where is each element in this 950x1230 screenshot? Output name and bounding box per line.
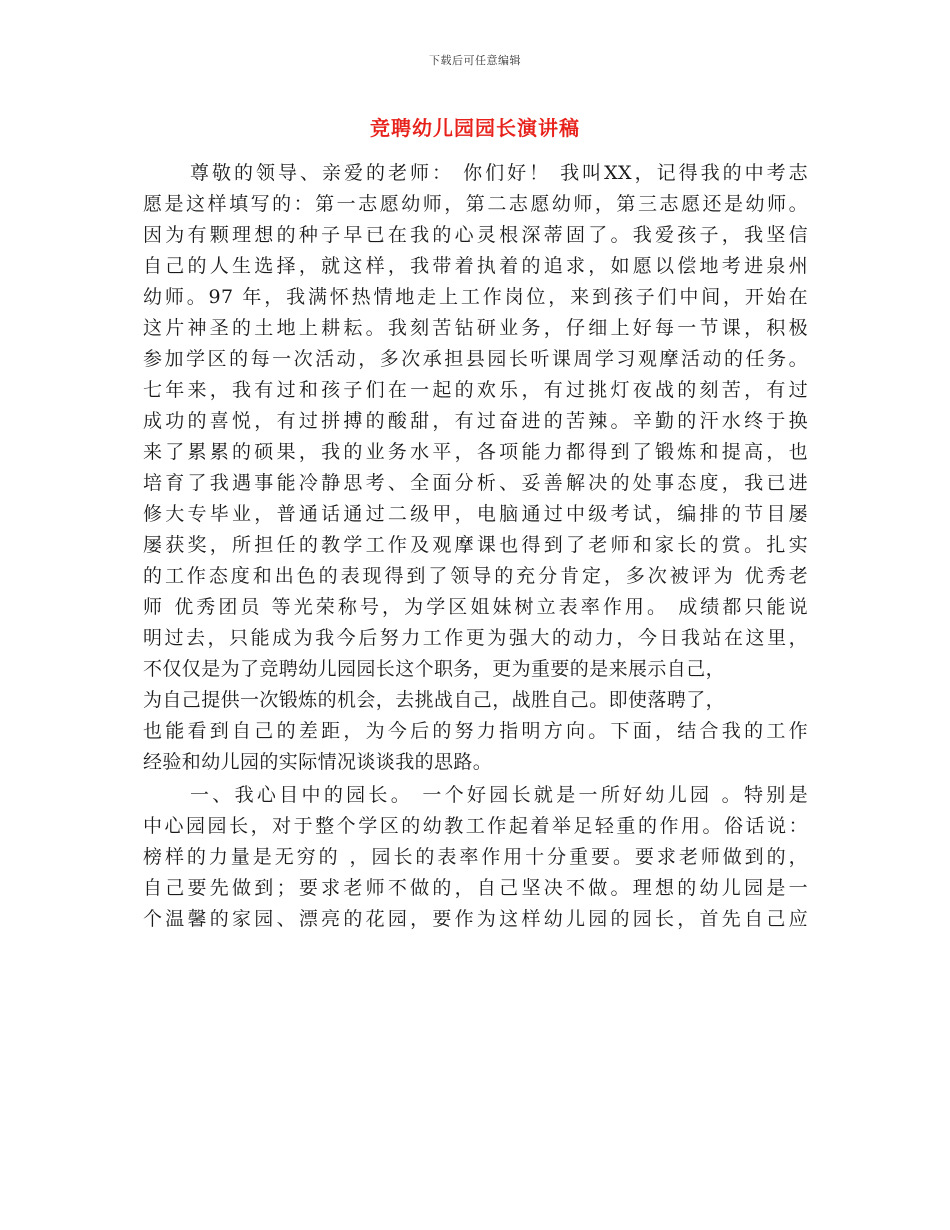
text-line: 来了累累的硕果，我的业务水平，各项能力都得到了锻炼和提高，也 — [143, 441, 808, 463]
text-line: 因为有颗理想的种子早已在我的心灵根深蒂固了。我爱孩子，我坚信 — [143, 224, 808, 246]
text-line: 成功的喜悦，有过拼搏的酸甜，有过奋进的苦辣。辛勤的汗水终于换 — [143, 410, 808, 432]
text-line: 榜样的力量是无穷的 ，园长的表率作用十分重要。要求老师做到的， — [143, 846, 808, 868]
text-line: 不仅仅是为了竞聘幼儿园园长这个职务，更为重要的是来展示自己， — [143, 658, 726, 680]
text-line: 自己的人生选择，就这样，我带着执着的追求，如愿以偿地考进泉州 — [143, 255, 808, 277]
page-header-note: 下载后可任意编辑 — [429, 54, 521, 67]
document-body — [143, 158, 808, 935]
paragraph-1 — [143, 158, 808, 778]
text-line: 经验和幼儿园的实际情况谈谈我的思路。 — [143, 751, 493, 773]
text-line: 幼师。97 年，我满怀热情地走上工作岗位，来到孩子们中间，开始在 — [143, 286, 808, 308]
text-line: 尊敬的领导、亲爱的老师： 你们好！ 我叫XX，记得我的中考志 — [190, 162, 808, 184]
text-line: 的工作态度和出色的表现得到了领导的充分肯定，多次被评为 优秀老 — [143, 565, 808, 587]
text-line: 屡获奖，所担任的教学工作及观摩课也得到了老师和家长的赏。扎实 — [143, 534, 808, 556]
text-line: 愿是这样填写的：第一志愿幼师，第二志愿幼师，第三志愿还是幼师。 — [143, 193, 808, 215]
text-line: 修大专毕业，普通话通过二级甲，电脑通过中级考试，编排的节目屡 — [143, 503, 808, 525]
text-line: 也能看到自己的差距，为今后的努力指明方向。下面，结合我的工作 — [143, 720, 808, 742]
text-line: 中心园园长，对于整个学区的幼教工作起着举足轻重的作用。俗话说： — [143, 815, 808, 837]
text-line: 培育了我遇事能冷静思考、全面分析、妥善解决的处事态度，我已进 — [143, 472, 808, 494]
text-line: 明过去，只能成为我今后努力工作更为强大的动力，今日我站在这里， — [143, 627, 808, 649]
text-line: 这片神圣的土地上耕耘。我刻苦钻研业务，仔细上好每一节课，积极 — [143, 317, 808, 339]
text-line: 为自己提供一次锻炼的机会，去挑战自己，战胜自己。即使落聘了， — [143, 689, 726, 711]
text-line: 个温馨的家园、漂亮的花园，要作为这样幼儿园的园长，首先自己应 — [143, 908, 808, 930]
text-line: 参加学区的每一次活动，多次承担县园长听课周学习观摩活动的任务。 — [143, 348, 808, 370]
text-line: 一、我心目中的园长。 一个好园长就是一所好幼儿园 。特别是 — [190, 784, 808, 806]
document-title: 竞聘幼儿园园长演讲稿 — [370, 116, 580, 140]
paragraph-2 — [143, 780, 808, 935]
text-line: 七年来，我有过和孩子们在一起的欢乐，有过挑灯夜战的刻苦，有过 — [143, 379, 808, 401]
text-line: 师 优秀团员 等光荣称号，为学区姐妹树立表率作用。 成绩都只能说 — [143, 596, 808, 618]
text-line: 自己要先做到；要求老师不做的，自己坚决不做。理想的幼儿园是一 — [143, 877, 808, 899]
